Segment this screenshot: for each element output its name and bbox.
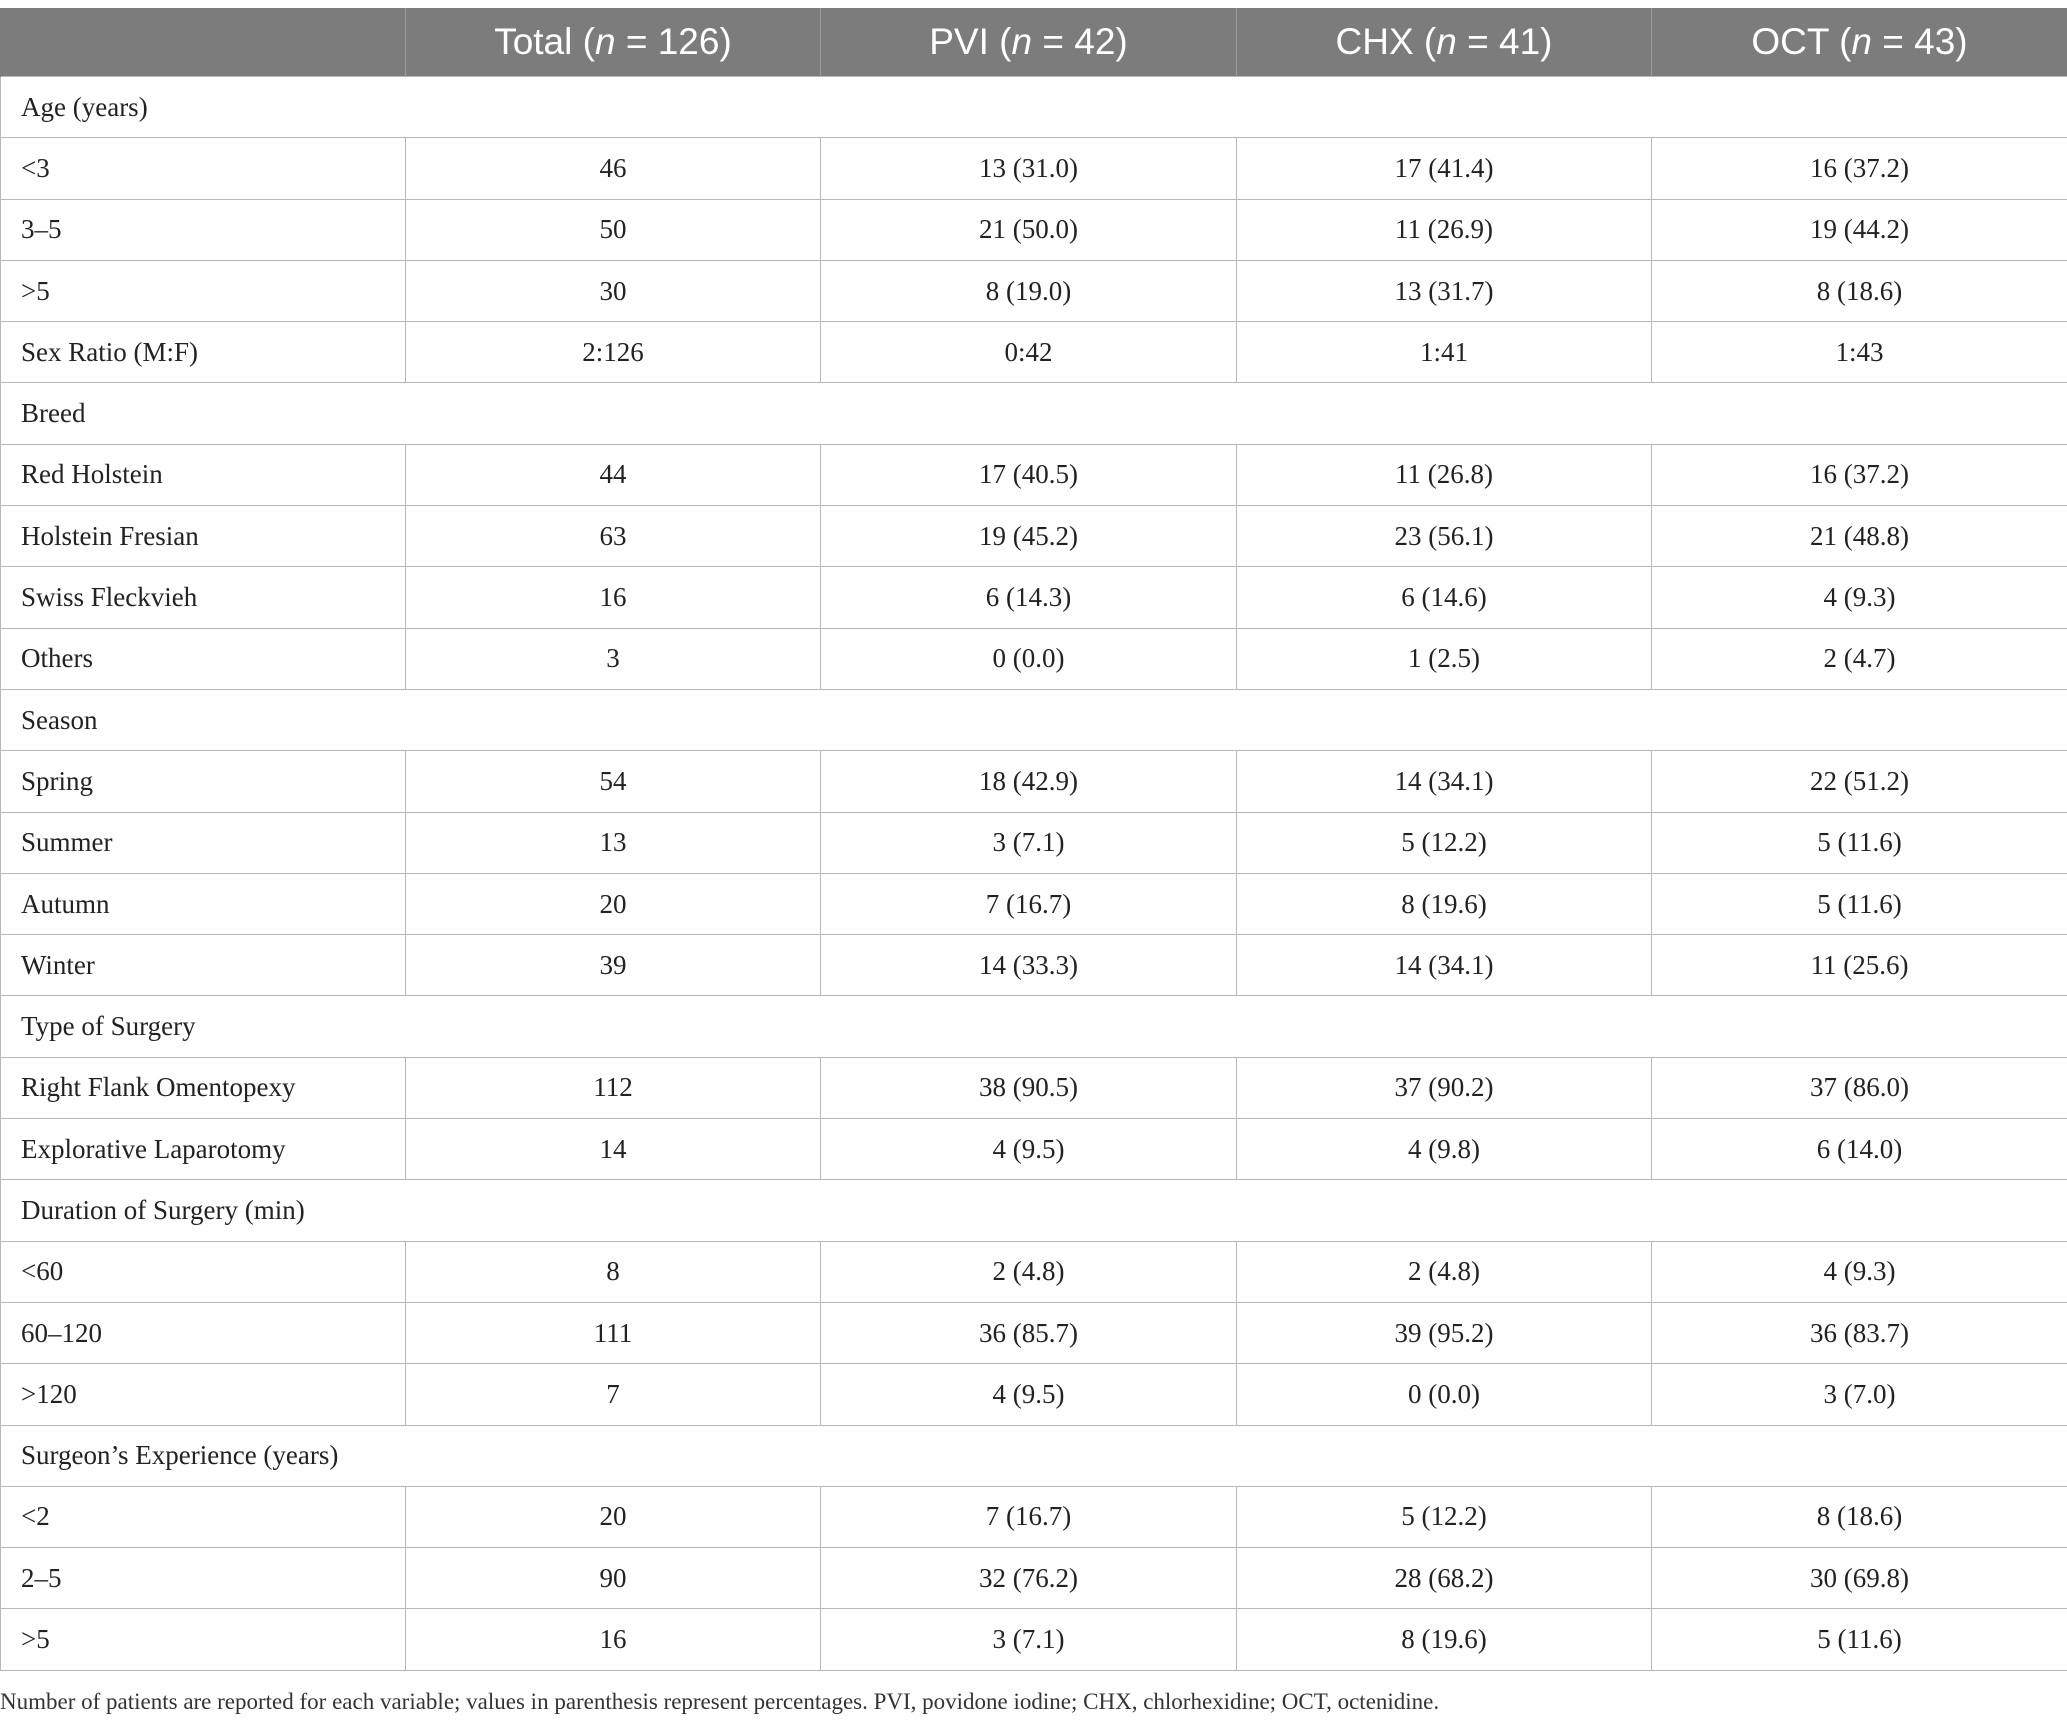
value-cell: 37 (90.2) — [1237, 1057, 1652, 1118]
row-label-cell: 3–5 — [1, 199, 406, 260]
value-cell: 14 — [406, 1119, 821, 1180]
row-label-cell: Winter — [1, 935, 406, 996]
value-cell: 3 (7.1) — [821, 1609, 1237, 1670]
table-row — [1, 506, 2067, 567]
row-label-cell: 2–5 — [1, 1548, 406, 1609]
value-cell: 16 (37.2) — [1652, 138, 2067, 199]
row-label-cell: Summer — [1, 812, 406, 873]
value-cell: 0 (0.0) — [821, 628, 1237, 689]
table-footnote: Number of patients are reported for each variable; values in parenthesis represent percentages. PVI, povidone iodine; CHX, chlorhexidine; OCT, octenidine. — [0, 1689, 1440, 1714]
table-row — [1, 1609, 2067, 1670]
value-cell: 17 (41.4) — [1237, 138, 1652, 199]
value-cell: 39 (95.2) — [1237, 1302, 1652, 1363]
value-cell: 23 (56.1) — [1237, 506, 1652, 567]
value-cell: 8 (19.0) — [821, 260, 1237, 321]
value-cell: 46 — [406, 138, 821, 199]
value-cell: 21 (50.0) — [821, 199, 1237, 260]
table-row — [1, 628, 2067, 689]
table-row — [1, 1548, 2067, 1609]
value-cell: 8 (18.6) — [1652, 1486, 2067, 1547]
section-header-row — [1, 383, 2067, 444]
value-cell: 39 — [406, 935, 821, 996]
table-row — [1, 260, 2067, 321]
row-label-cell: <60 — [1, 1241, 406, 1302]
value-cell: 11 (25.6) — [1652, 935, 2067, 996]
header-cell-chx: CHX (n = 41) — [1237, 8, 1652, 77]
value-cell: 21 (48.8) — [1652, 506, 2067, 567]
table-row — [1, 1486, 2067, 1547]
value-cell: 3 — [406, 628, 821, 689]
row-label-cell: Right Flank Omentopexy — [1, 1057, 406, 1118]
table-row — [1, 444, 2067, 505]
value-cell: 11 (26.8) — [1237, 444, 1652, 505]
section-header-row — [1, 1180, 2067, 1241]
value-cell: 4 (9.3) — [1652, 567, 2067, 628]
row-label-cell: 60–120 — [1, 1302, 406, 1363]
row-label-cell: Autumn — [1, 873, 406, 934]
value-cell: 1:41 — [1237, 322, 1652, 383]
value-cell: 4 (9.8) — [1237, 1119, 1652, 1180]
value-cell: 7 — [406, 1364, 821, 1425]
table-row — [1, 138, 2067, 199]
row-label-cell: Sex Ratio (M:F) — [1, 322, 406, 383]
value-cell: 5 (11.6) — [1652, 873, 2067, 934]
table-row — [1, 1364, 2067, 1425]
value-cell: 2 (4.8) — [821, 1241, 1237, 1302]
value-cell: 4 (9.5) — [821, 1364, 1237, 1425]
table-row — [1, 751, 2067, 812]
value-cell: 8 — [406, 1241, 821, 1302]
section-header-row — [1, 996, 2067, 1057]
row-label-cell: >120 — [1, 1364, 406, 1425]
value-cell: 7 (16.7) — [821, 873, 1237, 934]
value-cell: 13 (31.7) — [1237, 260, 1652, 321]
value-cell: 6 (14.3) — [821, 567, 1237, 628]
section-header-row — [1, 689, 2067, 750]
value-cell: 30 (69.8) — [1652, 1548, 2067, 1609]
row-label-cell: <3 — [1, 138, 406, 199]
section-label: Duration of Surgery (min) — [1, 1180, 2067, 1241]
value-cell: 6 (14.0) — [1652, 1119, 2067, 1180]
section-label: Surgeon’s Experience (years) — [1, 1425, 2067, 1486]
row-label-cell: Red Holstein — [1, 444, 406, 505]
value-cell: 5 (11.6) — [1652, 1609, 2067, 1670]
row-label-cell: >5 — [1, 1609, 406, 1670]
row-label-cell: Swiss Fleckvieh — [1, 567, 406, 628]
value-cell: 4 (9.5) — [821, 1119, 1237, 1180]
table-header — [1, 8, 2067, 77]
row-label-cell: >5 — [1, 260, 406, 321]
value-cell: 2 (4.8) — [1237, 1241, 1652, 1302]
row-label-cell: Others — [1, 628, 406, 689]
section-label: Age (years) — [1, 77, 2067, 138]
table-row — [1, 199, 2067, 260]
value-cell: 6 (14.6) — [1237, 567, 1652, 628]
value-cell: 0:42 — [821, 322, 1237, 383]
row-label-cell: Explorative Laparotomy — [1, 1119, 406, 1180]
patient-characteristics-table — [0, 8, 2067, 1671]
value-cell: 16 — [406, 567, 821, 628]
value-cell: 22 (51.2) — [1652, 751, 2067, 812]
value-cell: 5 (12.2) — [1237, 812, 1652, 873]
value-cell: 16 (37.2) — [1652, 444, 2067, 505]
value-cell: 36 (83.7) — [1652, 1302, 2067, 1363]
section-label: Season — [1, 689, 2067, 750]
section-header-row — [1, 77, 2067, 138]
row-label-cell: Holstein Fresian — [1, 506, 406, 567]
value-cell: 8 (19.6) — [1237, 1609, 1652, 1670]
section-label: Type of Surgery — [1, 996, 2067, 1057]
value-cell: 20 — [406, 1486, 821, 1547]
data-table-container — [0, 8, 2067, 1671]
value-cell: 63 — [406, 506, 821, 567]
table-row — [1, 812, 2067, 873]
value-cell: 16 — [406, 1609, 821, 1670]
row-label-cell: <2 — [1, 1486, 406, 1547]
value-cell: 54 — [406, 751, 821, 812]
table-row — [1, 1119, 2067, 1180]
value-cell: 3 (7.0) — [1652, 1364, 2067, 1425]
value-cell: 38 (90.5) — [821, 1057, 1237, 1118]
value-cell: 14 (33.3) — [821, 935, 1237, 996]
table-row — [1, 935, 2067, 996]
value-cell: 2:126 — [406, 322, 821, 383]
value-cell: 19 (45.2) — [821, 506, 1237, 567]
table-row — [1, 1302, 2067, 1363]
header-cell-total: Total (n = 126) — [406, 8, 821, 77]
value-cell: 14 (34.1) — [1237, 935, 1652, 996]
table-row — [1, 567, 2067, 628]
value-cell: 111 — [406, 1302, 821, 1363]
value-cell: 1:43 — [1652, 322, 2067, 383]
value-cell: 30 — [406, 260, 821, 321]
value-cell: 44 — [406, 444, 821, 505]
value-cell: 19 (44.2) — [1652, 199, 2067, 260]
value-cell: 20 — [406, 873, 821, 934]
value-cell: 32 (76.2) — [821, 1548, 1237, 1609]
value-cell: 112 — [406, 1057, 821, 1118]
header-cell-pvi: PVI (n = 42) — [821, 8, 1237, 77]
value-cell: 37 (86.0) — [1652, 1057, 2067, 1118]
value-cell: 8 (18.6) — [1652, 260, 2067, 321]
table-row — [1, 1241, 2067, 1302]
value-cell: 13 — [406, 812, 821, 873]
value-cell: 50 — [406, 199, 821, 260]
table-body — [1, 77, 2067, 1671]
header-cell-oct: OCT (n = 43) — [1652, 8, 2067, 77]
value-cell: 4 (9.3) — [1652, 1241, 2067, 1302]
value-cell: 11 (26.9) — [1237, 199, 1652, 260]
value-cell: 1 (2.5) — [1237, 628, 1652, 689]
value-cell: 13 (31.0) — [821, 138, 1237, 199]
row-label-cell: Spring — [1, 751, 406, 812]
value-cell: 90 — [406, 1548, 821, 1609]
table-row — [1, 873, 2067, 934]
section-header-row — [1, 1425, 2067, 1486]
table-row — [1, 322, 2067, 383]
header-row — [1, 8, 2067, 77]
value-cell: 36 (85.7) — [821, 1302, 1237, 1363]
value-cell: 28 (68.2) — [1237, 1548, 1652, 1609]
table-row — [1, 1057, 2067, 1118]
value-cell: 17 (40.5) — [821, 444, 1237, 505]
value-cell: 18 (42.9) — [821, 751, 1237, 812]
section-label: Breed — [1, 383, 2067, 444]
value-cell: 0 (0.0) — [1237, 1364, 1652, 1425]
value-cell: 3 (7.1) — [821, 812, 1237, 873]
value-cell: 2 (4.7) — [1652, 628, 2067, 689]
value-cell: 5 (12.2) — [1237, 1486, 1652, 1547]
header-cell-blank — [1, 8, 406, 77]
value-cell: 7 (16.7) — [821, 1486, 1237, 1547]
value-cell: 5 (11.6) — [1652, 812, 2067, 873]
value-cell: 8 (19.6) — [1237, 873, 1652, 934]
value-cell: 14 (34.1) — [1237, 751, 1652, 812]
